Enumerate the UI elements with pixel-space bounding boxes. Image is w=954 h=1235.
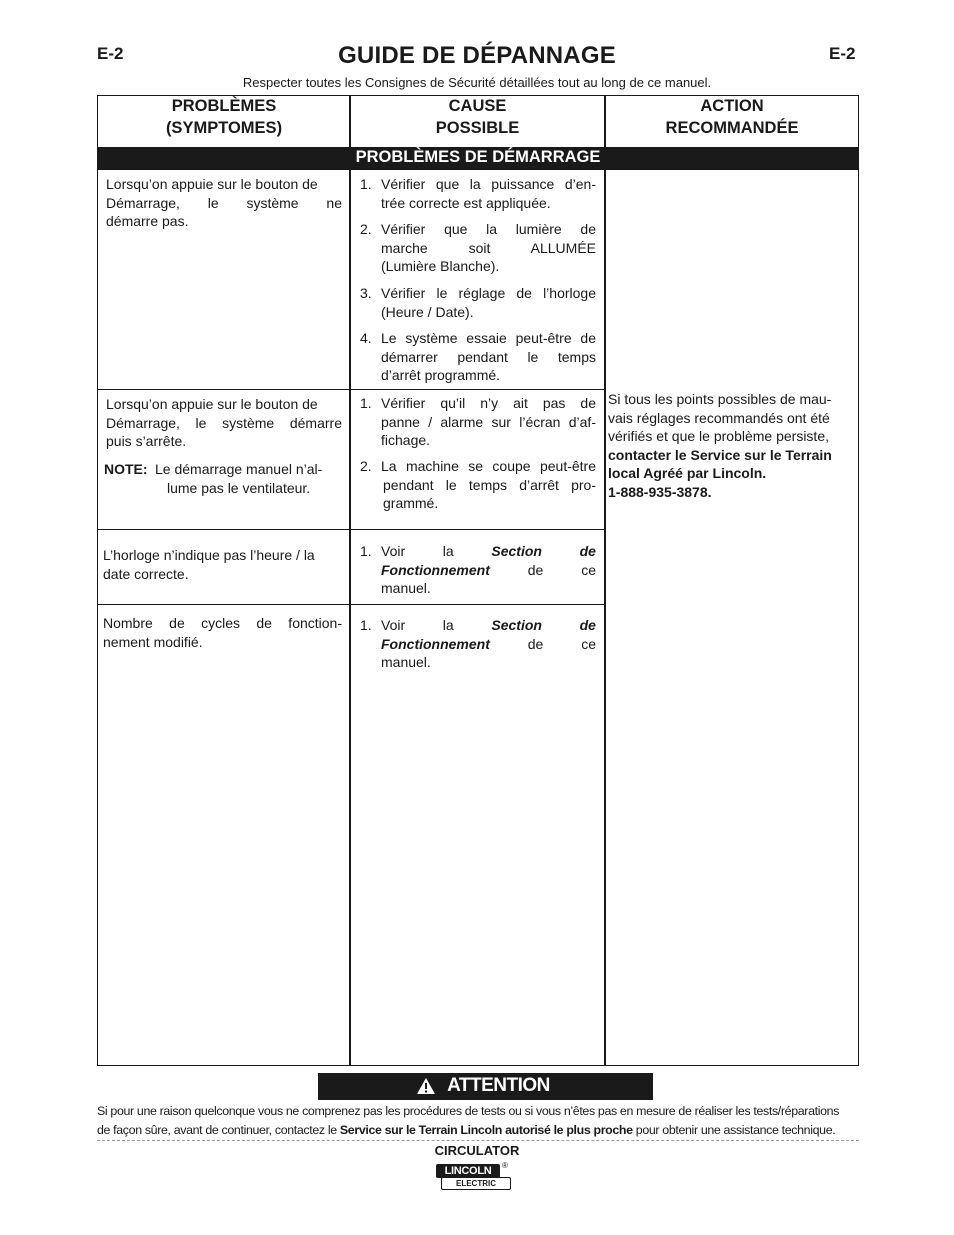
text-line: panne / alarme sur l’écran d’af- — [381, 413, 596, 430]
header-problems — [99, 95, 349, 147]
text-line: puis s’arrête. — [106, 433, 187, 449]
header-line: RECOMMANDÉE — [665, 119, 799, 137]
attention-label — [318, 1075, 653, 1097]
text-line: Démarrage, le système démarre — [106, 414, 342, 431]
item-number: 1. — [360, 543, 372, 559]
word: de — [527, 561, 544, 578]
text-line: démarre pas. — [106, 213, 189, 229]
header-cause — [351, 95, 604, 147]
text-line — [381, 616, 596, 635]
item-number: 1. — [360, 395, 372, 411]
registered-mark: ® — [502, 1161, 508, 1170]
text-line: (Heure / Date). — [381, 303, 474, 320]
text-line: (Lumière Blanche). — [381, 258, 500, 274]
text-line: Si tous les points possibles de mau- — [608, 391, 832, 407]
header-line: POSSIBLE — [435, 119, 520, 137]
table-bottom-border — [97, 1065, 859, 1066]
page-number-right: E-2 — [829, 44, 856, 63]
text-line: nement modifié. — [103, 633, 203, 650]
section-reference: de — [579, 617, 596, 633]
text-line: Nombre de cycles de fonction- — [103, 615, 342, 631]
text-line: d’arrêt programmé. — [381, 367, 501, 383]
text-line: Vérifier que la puissance d’en- — [381, 176, 596, 192]
text-line: grammé. — [383, 495, 439, 511]
text-line: local Agréé par Lincoln. — [608, 465, 767, 481]
header-line: ACTION — [700, 97, 764, 115]
text-line: Lorsqu’on appuie sur le bouton de — [106, 396, 318, 412]
text-line: Démarrage, le système ne — [106, 194, 342, 211]
text-line: La machine se coupe peut-être — [381, 458, 596, 474]
problem-cell — [106, 175, 342, 231]
action-cell — [608, 390, 852, 501]
page-title: GUIDE DE DÉPANNAGE — [338, 42, 616, 69]
text-line: démarrer pendant le temps — [381, 348, 596, 365]
item-number: 2. — [360, 458, 372, 474]
column-divider-1 — [349, 95, 351, 1066]
item-number: 2. — [360, 221, 372, 237]
text-line: Lorsqu’on appuie sur le bouton de — [106, 176, 318, 192]
text-line: Le démarrage manuel n’al- — [155, 461, 323, 477]
row-divider — [97, 604, 605, 605]
problem-cell — [103, 546, 342, 583]
header-action — [606, 95, 858, 147]
section-title: PROBLÈMES DE DÉMARRAGE — [355, 148, 601, 166]
section-reference: de — [579, 543, 596, 559]
text-line: contacter le Service sur le Terrain — [608, 446, 832, 463]
text-line: Vérifier le réglage de l’horloge — [381, 285, 596, 301]
header-line: (SYMPTOMES) — [165, 119, 283, 137]
text-line: Le système essaie peut-être de — [381, 330, 596, 346]
footer-divider — [97, 1140, 859, 1141]
item-number: 4. — [360, 330, 372, 346]
text-line: manuel. — [381, 580, 431, 596]
text-span: de façon sûre, avant de continuer, contactez le — [97, 1123, 340, 1137]
text-line: manuel. — [381, 654, 431, 670]
item-number: 1. — [360, 617, 372, 633]
text-line: vérifiés et que le problème persiste, — [608, 428, 829, 444]
text-line — [381, 635, 596, 654]
lincoln-electric-logo — [436, 1161, 512, 1192]
table-right-border — [858, 95, 859, 1066]
text-line: trée correcte est appliquée. — [381, 194, 551, 211]
safety-note: Respecter toutes les Consignes de Sécurité détaillées tout au long de ce manuel. — [242, 75, 712, 90]
section-reference: Fonctionnement — [381, 561, 490, 578]
word: ce — [581, 635, 596, 652]
text-line: pendant le temps d’arrêt pro- — [383, 476, 596, 493]
header-line: PROBLÈMES — [171, 97, 277, 115]
header-line: CAUSE — [448, 97, 507, 115]
word: de — [527, 635, 544, 652]
row-divider — [97, 389, 605, 390]
text-line: marche soit ALLUMÉE — [381, 239, 596, 256]
product-name: CIRCULATOR — [434, 1143, 520, 1158]
word: la — [442, 617, 454, 633]
word: Voir — [381, 617, 406, 633]
text-line: Vérifier que la lumière de — [381, 221, 596, 237]
text-line: L’horloge n’indique pas l’heure / la — [103, 547, 315, 563]
item-number: 1. — [360, 176, 372, 192]
logo-bottom: ELECTRIC — [441, 1177, 511, 1190]
column-divider-2 — [604, 95, 606, 1066]
page-number-left: E-2 — [97, 44, 124, 63]
attention-text: ATTENTION — [447, 1075, 550, 1096]
problem-cell — [106, 395, 342, 451]
text-line: lume pas le ventilateur. — [167, 479, 311, 496]
text-line: fichage. — [381, 432, 431, 448]
word: la — [442, 543, 454, 559]
table-left-border — [97, 95, 98, 1066]
word: Voir — [381, 543, 406, 559]
attention-line-1: Si pour une raison quelconque vous ne comprenez pas les procédures de tests ou si vous n’êtes pas en mesure de réaliser les tests/réparations — [97, 1104, 840, 1118]
logo-top: LINCOLN — [436, 1164, 500, 1178]
row-divider — [97, 529, 605, 530]
item-number: 3. — [360, 285, 372, 301]
phone-number: 1-888-935-3878. — [608, 483, 712, 500]
note-label: NOTE: — [104, 461, 148, 477]
text-line — [381, 542, 596, 561]
section-reference: Fonctionnement — [381, 635, 490, 652]
problem-cell — [103, 614, 342, 651]
word: ce — [581, 561, 596, 578]
section-reference: Section — [491, 543, 542, 559]
text-line — [381, 561, 596, 580]
text-line: vais réglages recommandés ont été — [608, 409, 830, 426]
text-line: date correcte. — [103, 565, 189, 582]
attention-line-2 — [97, 1123, 867, 1137]
text-line: Vérifier qu’il n’y ait pas de — [381, 395, 596, 411]
section-reference: Section — [491, 617, 542, 633]
text-span: pour obtenir une assistance technique. — [632, 1123, 836, 1137]
service-reference: Service sur le Terrain Lincoln autorisé le plus proche — [339, 1123, 633, 1137]
